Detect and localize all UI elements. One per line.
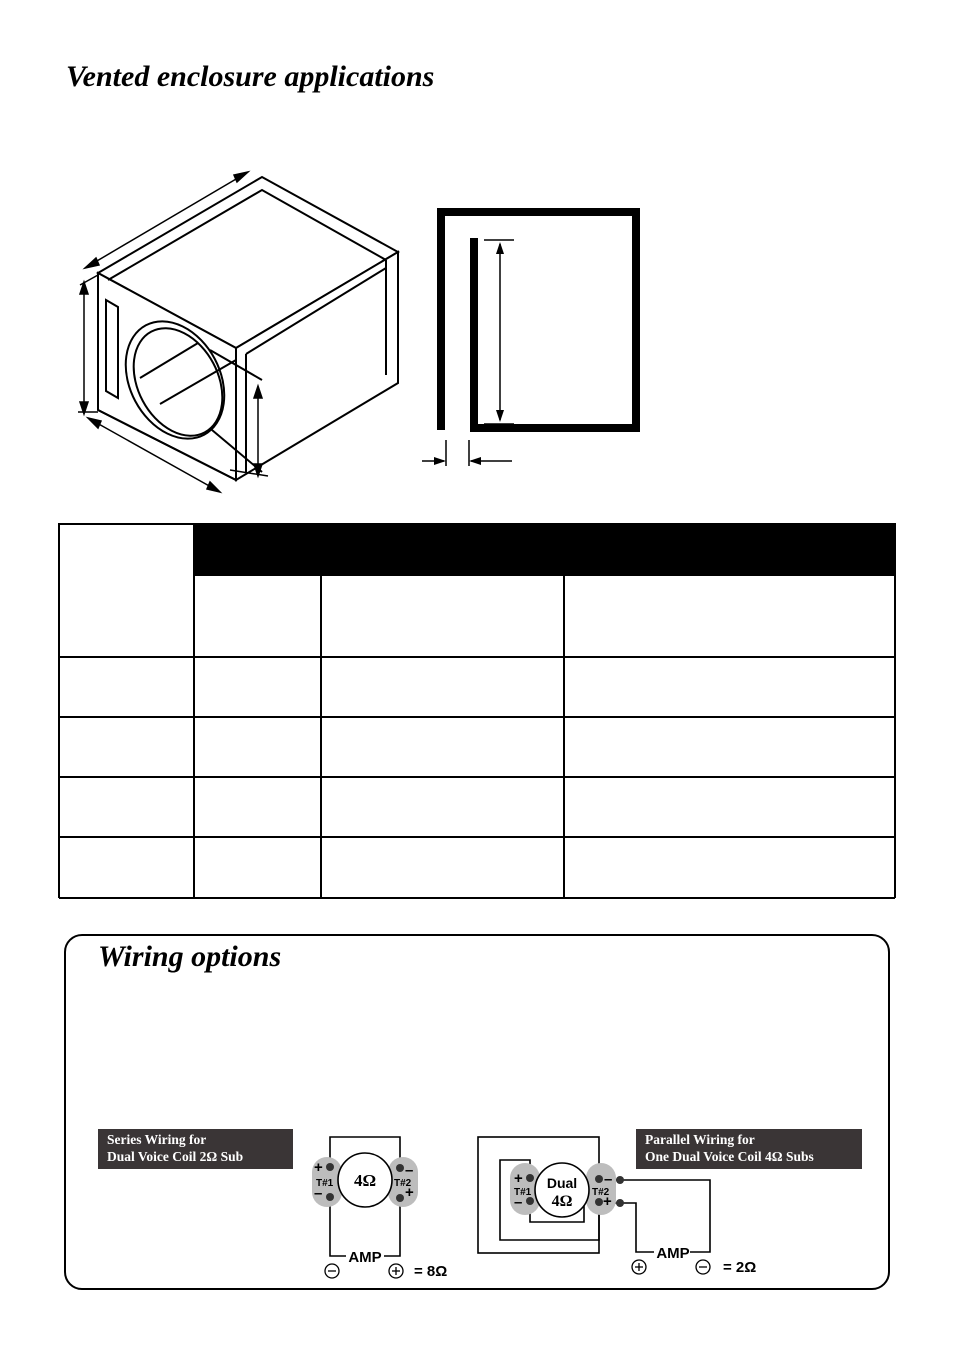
series-minus-icon — [325, 1264, 339, 1278]
parallel-t2-minus: – — [604, 1171, 613, 1188]
parallel-t1-minus: – — [514, 1194, 523, 1211]
series-label-line1: Series Wiring for — [107, 1132, 207, 1147]
parallel-t2-plus: + — [603, 1193, 612, 1210]
series-terminal1-label: T#1 — [316, 1178, 334, 1189]
series-t2-minus: – — [405, 1162, 414, 1179]
parallel-coil-line1: Dual — [546, 1175, 578, 1191]
series-wiring-label — [98, 1129, 293, 1169]
series-coil-value: 4Ω — [353, 1171, 377, 1190]
slot-port-diagram — [420, 200, 650, 475]
wiring-options-title: Wiring options — [98, 940, 282, 973]
series-t1-minus: – — [314, 1185, 323, 1202]
series-amp-label: AMP — [348, 1249, 382, 1266]
parallel-terminal1-label: T#1 — [514, 1187, 532, 1198]
parallel-result: = 2Ω — [723, 1259, 757, 1276]
series-t2-plus: + — [405, 1184, 414, 1201]
vented-enclosure-title: Vented enclosure applications — [66, 60, 435, 93]
parallel-label-line1: Parallel Wiring for — [645, 1132, 755, 1147]
parallel-label-line2: One Dual Voice Coil 4Ω Subs — [645, 1149, 814, 1164]
spec-table — [58, 523, 897, 899]
series-label-line2: Dual Voice Coil 2Ω Sub — [107, 1149, 244, 1164]
parallel-coil-line2: 4Ω — [551, 1193, 573, 1210]
parallel-amp-label: AMP — [656, 1245, 690, 1262]
table-header-band — [194, 523, 896, 576]
series-terminal2-label: T#2 — [394, 1178, 412, 1189]
parallel-terminal2-label: T#2 — [592, 1187, 610, 1198]
series-wiring-diagram — [300, 1130, 465, 1285]
parallel-wiring-diagram — [470, 1130, 780, 1285]
series-plus-icon — [389, 1264, 403, 1278]
parallel-minus-icon — [696, 1260, 710, 1274]
series-t1-plus: + — [314, 1159, 323, 1176]
series-result: = 8Ω — [414, 1263, 448, 1280]
enclosure-box-diagram — [70, 160, 410, 500]
parallel-t1-plus: + — [514, 1170, 523, 1187]
parallel-plus-icon — [632, 1260, 646, 1274]
